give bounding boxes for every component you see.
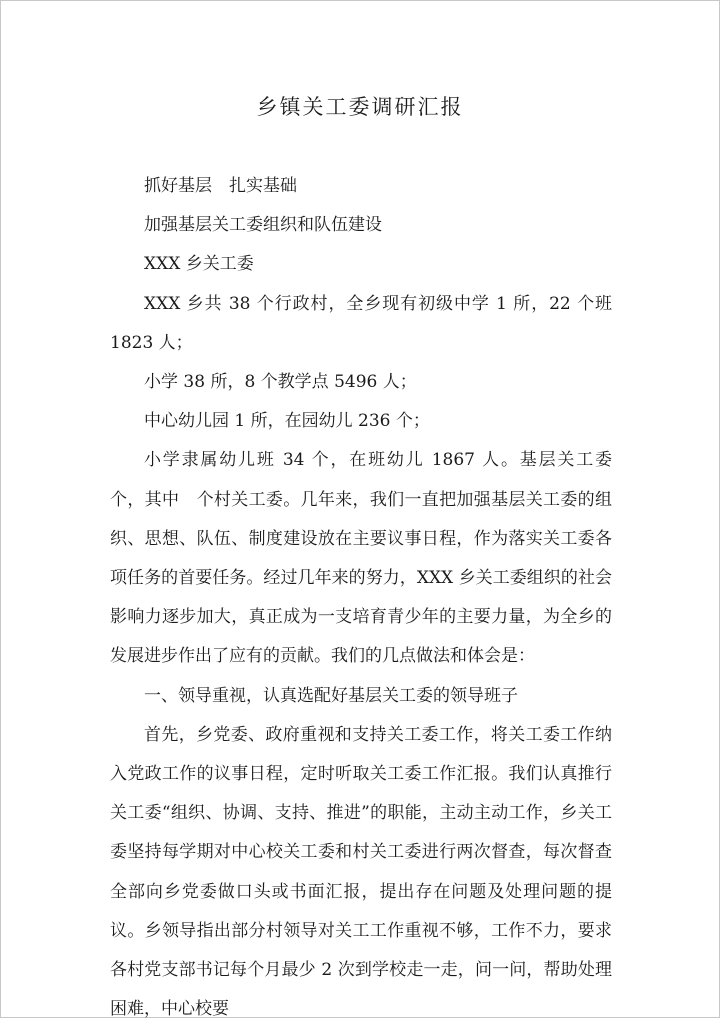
body-paragraph: XXX 乡共 38 个行政村，全乡现有初级中学 1 所，22 个班 1823 人； [110, 293, 612, 353]
section-heading: 一、领导重视，认真选配好基层关工委的领导班子 [144, 685, 518, 706]
body-paragraph: 中心幼儿园 1 所，在园幼儿 236 个； [144, 411, 430, 432]
body-paragraph: 小学 38 所，8 个教学点 5496 人； [144, 372, 417, 393]
document-body [110, 167, 629, 1029]
document-title: 乡镇关工委调研汇报 [256, 95, 464, 119]
subtitle-line: 加强基层关工委组织和队伍建设 [144, 215, 382, 236]
body-paragraph: 小学隶属幼儿班 34 个，在班幼儿 1867 人。基层关工委 个，其中 个村关工委。几年来，我们一直把加强基层关工委的组织、思想、队伍、制度建设放在主要议事日程，作为落实关工委各项任务的首要任务。经过几年来的努力，XXX 乡关工委组织的社会影响力逐步加大，真正成为一支培育青少年的主要力量，为全乡的发展进步作出了应有的贡献。我们的几点做法和体会是： [110, 450, 629, 667]
body-paragraph: 首先，乡党委、政府重视和支持关工委工作，将关工委工作纳入党政工作的议事日程，定时听取关工委工作汇报。我们认真推行关工委“组织、协调、支持、推进”的职能，主动主动工作，乡关工委坚持每学期对中心校关工委和村关工委进行两次督查，每次督查全部向乡党委做口头或书面汇报，提出存在问题及处理问题的提议。乡领导指出部分村领导对关工工作重视不够，工作不力，要求各村党支部书记每个月最少 2 次到学校走一走，问一问，帮助处理困难，中心校要 [110, 724, 612, 1020]
subtitle-line: 抓好基层 扎实基础 [144, 176, 297, 196]
author-line: XXX 乡关工委 [144, 254, 254, 275]
